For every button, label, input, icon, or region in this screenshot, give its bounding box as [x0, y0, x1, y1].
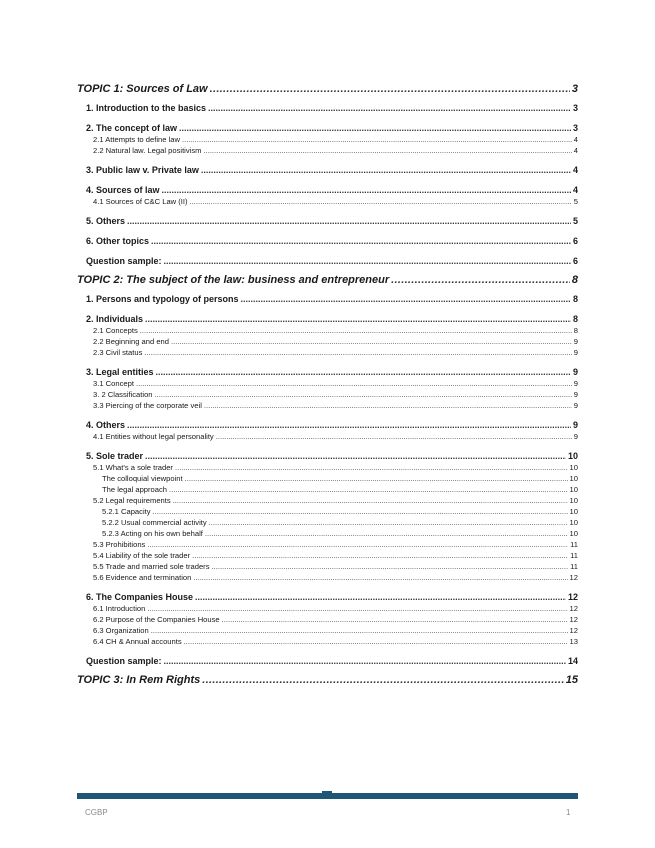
- dot-leader: [179, 122, 571, 134]
- dot-leader: [241, 293, 571, 305]
- toc-page-number: 10: [569, 507, 578, 516]
- dot-leader: [185, 473, 568, 484]
- toc-page-number: 12: [569, 604, 578, 613]
- toc-page-number: 4: [573, 135, 578, 144]
- toc-subsection-entry[interactable]: [77, 134, 578, 145]
- toc-entry-label: 5.5 Trade and married sole traders: [93, 562, 210, 571]
- dot-leader: [192, 550, 568, 561]
- toc-subsection-entry[interactable]: [77, 196, 578, 207]
- toc-entry-label: 5.3 Prohibitions: [93, 540, 146, 549]
- toc-page-number: 10: [569, 496, 578, 505]
- toc-section-entry[interactable]: [77, 293, 578, 305]
- toc-page-number: 6: [572, 236, 578, 246]
- toc-entry-label: 2.3 Civil status: [93, 348, 143, 357]
- dot-leader: [203, 145, 571, 156]
- toc-page-number: 4: [572, 185, 578, 195]
- toc-subsubsection-entry[interactable]: [77, 528, 578, 539]
- toc-entry-label: 2. The concept of law: [86, 123, 178, 133]
- toc-subsection-entry[interactable]: [77, 625, 578, 636]
- dot-leader: [164, 255, 571, 267]
- toc-page-number: 3: [571, 83, 578, 95]
- toc-page-number: 9: [573, 348, 578, 357]
- dot-leader: [140, 325, 572, 336]
- toc-subsection-entry[interactable]: [77, 636, 578, 647]
- toc-page-number: 10: [567, 451, 578, 461]
- toc-subsection-entry[interactable]: [77, 603, 578, 614]
- toc-entry-label: 2.1 Attempts to define law: [93, 135, 180, 144]
- toc-page-number: 8: [572, 314, 578, 324]
- dot-leader: [201, 164, 571, 176]
- toc-page-number: 8: [572, 294, 578, 304]
- toc-entry-label: 3.1 Concept: [93, 379, 134, 388]
- toc-page-number: 11: [570, 540, 578, 549]
- dot-leader: [202, 671, 563, 689]
- toc-entry-label: 6.4 CH & Annual accounts: [93, 637, 182, 646]
- toc-page-number: 9: [572, 367, 578, 377]
- dot-leader: [151, 625, 568, 636]
- toc-page-number: 9: [573, 379, 578, 388]
- toc-topic-3[interactable]: [77, 671, 578, 689]
- toc-entry-label: 5.4 Liability of the sole trader: [93, 551, 191, 560]
- toc-entry-label: 6. Other topics: [86, 236, 150, 246]
- toc-section-entry[interactable]: [77, 184, 578, 196]
- toc-page-number: 14: [567, 656, 578, 666]
- toc-page-number: 9: [573, 390, 578, 399]
- dot-leader: [145, 450, 566, 462]
- toc-entry-label: 1. Introduction to the basics: [86, 103, 207, 113]
- dot-leader: [208, 102, 571, 114]
- toc-page-number: 10: [569, 463, 578, 472]
- toc-section-entry[interactable]: [77, 450, 578, 462]
- dot-leader: [155, 389, 572, 400]
- toc-entry-label: 5.2.2 Usual commercial activity: [102, 518, 207, 527]
- footer-author: CGBP: [85, 808, 108, 817]
- dot-leader: [145, 313, 571, 325]
- toc-entry-label: 6. The Companies House: [86, 592, 194, 602]
- toc-page-number: 10: [569, 474, 578, 483]
- toc-entry-label: 5. Sole trader: [86, 451, 144, 461]
- toc-page-number: 3: [572, 103, 578, 113]
- dot-leader: [204, 400, 572, 411]
- dot-leader: [147, 539, 568, 550]
- toc-subsection-entry[interactable]: [77, 539, 578, 550]
- footer-bar: [77, 793, 578, 799]
- toc-subsection-entry[interactable]: [77, 614, 578, 625]
- toc-page-number: 9: [573, 337, 578, 346]
- toc-subsubsection-entry[interactable]: [77, 484, 578, 495]
- dot-leader: [136, 378, 572, 389]
- toc-entry-label: 5.2.1 Capacity: [102, 507, 151, 516]
- toc-page-number: 12: [569, 615, 578, 624]
- toc-topic-2[interactable]: [77, 271, 578, 289]
- toc-subsection-entry[interactable]: [77, 561, 578, 572]
- toc-subsection-entry[interactable]: [77, 550, 578, 561]
- toc-subsection-entry[interactable]: [77, 431, 578, 442]
- toc-entry-label: 2. Individuals: [86, 314, 144, 324]
- toc-subsection-entry[interactable]: [77, 462, 578, 473]
- dot-leader: [175, 462, 568, 473]
- toc-entry-label: 6.1 Introduction: [93, 604, 146, 613]
- toc-section-entry[interactable]: [77, 366, 578, 378]
- toc-entry-label: 4.1 Sources of C&C Law (II): [93, 197, 188, 206]
- toc-page-number: 10: [569, 518, 578, 527]
- toc-entry-label: 1. Persons and typology of persons: [86, 294, 239, 304]
- dot-leader: [391, 271, 570, 289]
- toc-entry-label: The colloquial viewpoint: [102, 474, 183, 483]
- toc-entry-label: 5.6 Evidence and termination: [93, 573, 192, 582]
- toc-page-number: 9: [573, 432, 578, 441]
- toc-page-number: 12: [569, 626, 578, 635]
- dot-leader: [184, 636, 568, 647]
- toc-topic-1[interactable]: [77, 80, 578, 98]
- toc-section-entry[interactable]: [77, 419, 578, 431]
- toc-entry-label: 5.2.3 Acting on his own behalf: [102, 529, 203, 538]
- toc-entry-label: Question sample:: [86, 656, 162, 666]
- toc-subsection-entry[interactable]: [77, 495, 578, 506]
- dot-leader: [195, 591, 566, 603]
- dot-leader: [173, 495, 568, 506]
- toc-section-entry[interactable]: [77, 215, 578, 227]
- toc-section-entry[interactable]: [77, 313, 578, 325]
- toc-entry-label: 4.1 Entities without legal personality: [93, 432, 214, 441]
- toc-entry-label: 5. Others: [86, 216, 126, 226]
- dot-leader: [205, 528, 568, 539]
- toc-entry-label: 2.2 Beginning and end: [93, 337, 170, 346]
- toc-page-number: 5: [573, 197, 578, 206]
- dot-leader: [164, 655, 566, 667]
- toc-page-number: 4: [572, 165, 578, 175]
- dot-leader: [190, 196, 572, 207]
- dot-leader: [216, 431, 572, 442]
- toc-page-number: 8: [573, 326, 578, 335]
- toc-page-number: 9: [573, 401, 578, 410]
- dot-leader: [127, 419, 571, 431]
- dot-leader: [171, 336, 572, 347]
- toc-entry-label: Question sample:: [86, 256, 162, 266]
- dot-leader: [153, 506, 568, 517]
- toc-page-number: 11: [570, 562, 578, 571]
- toc-entry-label: TOPIC 3: In Rem Rights: [77, 674, 201, 686]
- toc-section-entry[interactable]: [77, 591, 578, 603]
- toc-page-number: 15: [565, 674, 578, 686]
- toc-entry-label: 3. Legal entities: [86, 367, 154, 377]
- toc-section-entry[interactable]: [77, 122, 578, 134]
- toc-entry-label: 5.1 What's a sole trader: [93, 463, 173, 472]
- toc-subsection-entry[interactable]: [77, 389, 578, 400]
- toc-page-number: 12: [567, 592, 578, 602]
- toc-entry-label: 5.2 Legal requirements: [93, 496, 171, 505]
- toc-page-number: 4: [573, 146, 578, 155]
- toc-page-number: 8: [571, 274, 578, 286]
- dot-leader: [147, 603, 567, 614]
- toc-page-number: 6: [572, 256, 578, 266]
- toc-section-entry[interactable]: [77, 102, 578, 114]
- toc-entry-label: 2.2 Natural law. Legal positivism: [93, 146, 202, 155]
- toc-page-number: 10: [569, 529, 578, 538]
- toc-section-entry[interactable]: [77, 655, 578, 667]
- toc-subsubsection-entry[interactable]: [77, 517, 578, 528]
- table-of-contents: [77, 80, 578, 689]
- toc-subsection-entry[interactable]: [77, 347, 578, 358]
- dot-leader: [210, 80, 570, 98]
- toc-entry-label: TOPIC 1: Sources of Law: [77, 83, 208, 95]
- toc-entry-label: 6.2 Purpose of the Companies House: [93, 615, 220, 624]
- footer-page-number: 1: [566, 808, 571, 817]
- toc-subsubsection-entry[interactable]: [77, 506, 578, 517]
- toc-page-number: 11: [570, 551, 578, 560]
- toc-subsubsection-entry[interactable]: [77, 473, 578, 484]
- toc-entry-label: 4. Sources of law: [86, 185, 160, 195]
- toc-section-entry[interactable]: [77, 235, 578, 247]
- toc-page-number: 12: [569, 573, 578, 582]
- toc-entry-label: 6.3 Organization: [93, 626, 149, 635]
- toc-page-number: 13: [569, 637, 578, 646]
- toc-entry-label: 3. Public law v. Private law: [86, 165, 199, 175]
- toc-subsection-entry[interactable]: [77, 400, 578, 411]
- dot-leader: [182, 134, 572, 145]
- toc-page-number: 5: [572, 216, 578, 226]
- toc-page-number: 10: [569, 485, 578, 494]
- dot-leader: [212, 561, 569, 572]
- toc-page-number: 3: [572, 123, 578, 133]
- toc-entry-label: 2.1 Concepts: [93, 326, 138, 335]
- toc-entry-label: 4. Others: [86, 420, 126, 430]
- dot-leader: [209, 517, 568, 528]
- dot-leader: [156, 366, 571, 378]
- dot-leader: [144, 347, 571, 358]
- toc-entry-label: TOPIC 2: The subject of the law: business and entrepreneur: [77, 274, 390, 286]
- toc-subsection-entry[interactable]: [77, 336, 578, 347]
- dot-leader: [162, 184, 571, 196]
- dot-leader: [222, 614, 568, 625]
- toc-entry-label: The legal approach: [102, 485, 168, 494]
- dot-leader: [169, 484, 568, 495]
- dot-leader: [151, 235, 571, 247]
- toc-subsection-entry[interactable]: [77, 325, 578, 336]
- toc-entry-label: 3.3 Piercing of the corporate veil: [93, 401, 202, 410]
- toc-page-number: 9: [572, 420, 578, 430]
- toc-section-entry[interactable]: [77, 255, 578, 267]
- toc-subsection-entry[interactable]: [77, 572, 578, 583]
- toc-entry-label: 3. 2 Classification: [93, 390, 153, 399]
- toc-section-entry[interactable]: [77, 164, 578, 176]
- toc-subsection-entry[interactable]: [77, 145, 578, 156]
- dot-leader: [127, 215, 571, 227]
- dot-leader: [193, 572, 567, 583]
- toc-subsection-entry[interactable]: [77, 378, 578, 389]
